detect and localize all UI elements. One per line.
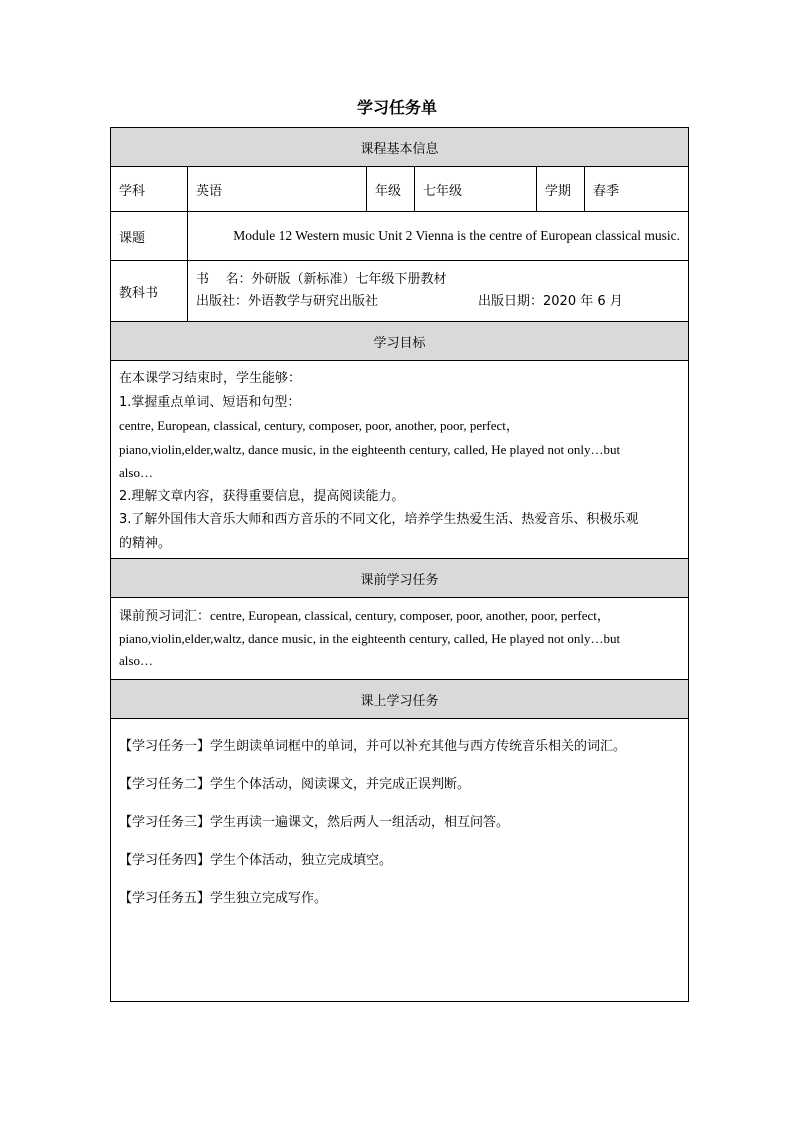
- section-header-goals: 学习目标: [111, 322, 689, 361]
- publisher: 出版社：外语教学与研究出版社: [196, 294, 379, 309]
- goals-intro: 在本课学习结束时，学生能够：: [119, 371, 302, 386]
- topic-label: 课题: [111, 212, 188, 261]
- page-title: 学习任务单: [356, 98, 437, 117]
- goal-item-1: 1.掌握重点单词、短语和句型：: [119, 394, 301, 410]
- goal-vocab-line-3: also…: [119, 465, 153, 480]
- textbook-info: [188, 261, 689, 322]
- term-value: 春季: [585, 167, 689, 212]
- book-name-line: [196, 269, 680, 291]
- publish-date: 出版日期：2020 年 6 月: [478, 294, 623, 309]
- task-item-2: 【学习任务二】学生个体活动，阅读课文，并完成正误判断。: [119, 777, 471, 792]
- pre-class-line-2: piano,violin,elder,waltz, dance music, in the eighteenth century, called, He played not only…but: [119, 630, 621, 646]
- pre-class-line-1: 课前预习词汇：centre, European, classical, century, composer, poor, another, poor, perfect，: [119, 608, 610, 623]
- grade-value: 七年级: [415, 167, 537, 212]
- pre-class-content: [111, 598, 689, 680]
- goal-item-3-line-2: 的精神。: [119, 535, 172, 551]
- book-name: 书 名：外研版（新标准）七年级下册教材: [196, 272, 447, 287]
- pre-class-line-3: also…: [119, 653, 153, 668]
- task-sheet-table: [110, 127, 689, 1002]
- goal-item-3-line-1: 3.了解外国伟大音乐大师和西方音乐的不同文化，培养学生热爱生活、热爱音乐、积极乐观: [119, 512, 639, 527]
- goal-item-2: 2.理解文章内容，获得重要信息，提高阅读能力。: [119, 488, 405, 504]
- task-item-4: 【学习任务四】学生个体活动，独立完成填空。: [119, 853, 393, 868]
- goals-content: [111, 361, 689, 559]
- grade-label: 年级: [367, 167, 415, 212]
- goal-vocab-line-1: centre, European, classical, century, composer, poor, another, poor, perfect，: [119, 418, 519, 433]
- task-item-5: 【学习任务五】学生独立完成写作。: [119, 891, 328, 906]
- subject-label: 学科: [111, 167, 188, 212]
- topic-value: Module 12 Western music Unit 2 Vienna is the centre of European classical music.: [188, 212, 689, 261]
- section-header-in-class: 课上学习任务: [111, 680, 689, 719]
- section-header-pre-class: 课前学习任务: [111, 559, 689, 598]
- textbook-label: 教科书: [111, 261, 188, 322]
- in-class-tasks: [111, 719, 689, 1002]
- task-item-3: 【学习任务三】学生再读一遍课文，然后两人一组活动，相互问答。: [119, 815, 510, 830]
- term-label: 学期: [537, 167, 585, 212]
- subject-value: 英语: [188, 167, 367, 212]
- publisher-line: [196, 291, 680, 313]
- task-item-1: 【学习任务一】学生朗读单词框中的单词，并可以补充其他与西方传统音乐相关的词汇。: [119, 739, 627, 754]
- section-header-basic-info: 课程基本信息: [111, 128, 689, 167]
- goal-vocab-line-2: piano,violin,elder,waltz, dance music, in the eighteenth century, called, He played not only…but: [119, 441, 621, 457]
